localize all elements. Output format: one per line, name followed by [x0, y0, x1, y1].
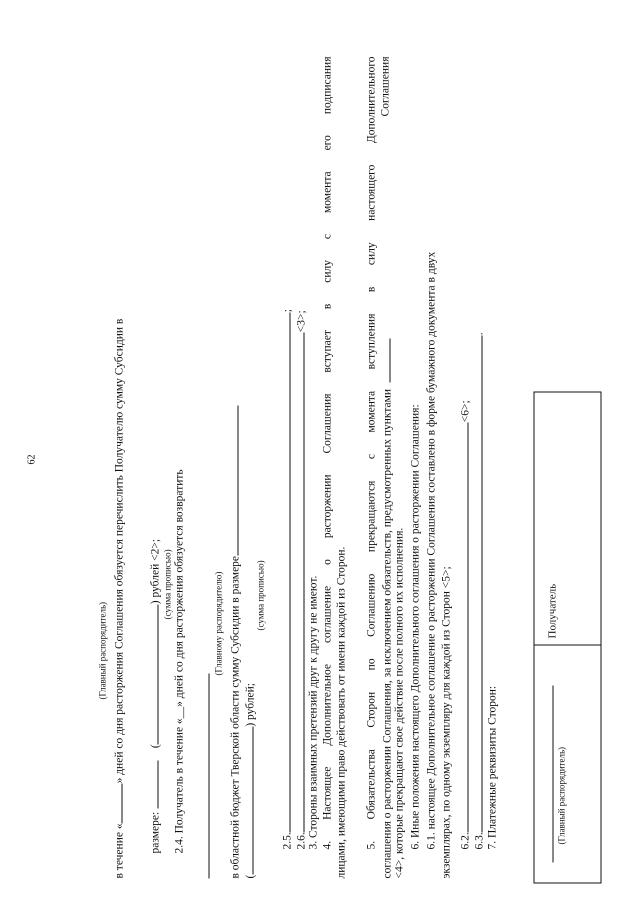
item-2-4: 2.4. Получатель в течение «__» дней со дня расторжения обязуется возвратить — [173, 469, 186, 854]
item-3: 3. Стороны взаимных претензий друг к другу не имеют. — [307, 575, 320, 850]
item-2-5-blank — [279, 312, 291, 832]
item-4-line-1: 4. Настоящее Дополнительное соглашение о расторжении Соглашения вступает в силу с момента его подписания — [321, 56, 334, 850]
amount-line-pre: размере: — [149, 811, 162, 854]
transfer-line-post: » дней со дня расторжения Соглашения обязуется перечислить Получателю сумму Субсидии в — [113, 318, 126, 784]
item-6-2-blank — [457, 422, 469, 832]
item-7: 7. Платежные реквизиты Сторон: — [486, 685, 499, 850]
requisites-right-cell — [534, 392, 601, 645]
budget-line — [227, 406, 243, 879]
recipient-label: (Главному распорядителю) — [213, 571, 224, 676]
rub-words-blank — [242, 727, 254, 875]
amount-words-blank — [147, 604, 159, 744]
points-blank — [379, 339, 391, 383]
item-6-1-line-2: экземплярах, по одному экземпляру для каждой из Сторон <5>; — [440, 566, 453, 879]
left-caption: (Главный распорядитель) — [556, 746, 567, 845]
item-5-line-2: соглашения о расторжении Соглашения, за исключением обязательств, предусмотренных пунктами Соглашения — [379, 56, 394, 879]
transfer-line-pre: в течение « — [113, 823, 126, 879]
requisites-row — [534, 392, 601, 883]
requisites-table — [534, 392, 602, 884]
amount-line-post: ) рублей <2>; — [149, 538, 162, 605]
item-6-1-line-1: 6.1. настоящее Дополнительное соглашение о расторжении Соглашения составлено в форме бумажного документа в двух — [425, 251, 438, 850]
item-2-6-blank — [293, 332, 305, 832]
rub-words-caption: (сумма прописью) — [255, 560, 266, 631]
requisites-left-cell — [534, 645, 601, 883]
recipient-blank-line — [209, 674, 210, 879]
item-4-line-2: лицами, имеющими право действовать от имени каждой из Сторон. — [335, 546, 348, 879]
item-2-5: 2.5.; — [279, 309, 295, 849]
rotated-page — [1, 0, 640, 905]
chief-distributor-label: (Главный распорядитель) — [97, 601, 108, 700]
amount-line: размере: () рублей <2>; — [147, 539, 163, 854]
amount-number-blank — [147, 761, 159, 809]
item-5-line-1: 5. Обязательства Сторон по Соглашению прекращаются с момента вступления в силу настоящего Дополнительного — [365, 56, 378, 850]
left-sign-line — [553, 686, 554, 863]
rub-line-text: ) рублей; — [244, 682, 257, 727]
budget-amount-blank — [227, 406, 239, 556]
item-2-6: 2.6.<3>; — [293, 310, 309, 849]
amount-words-caption: (сумма прописью) — [162, 549, 173, 620]
item-5-line-3: <4>, которые прекращают свое действие после полного их исполнения. — [393, 527, 406, 879]
budget-line-text: в областной бюджет Тверской области сумму Субсидии в размере — [229, 555, 242, 879]
page-number: 62 — [26, 454, 38, 465]
item-6-2: 6.2.<6>; — [457, 400, 473, 849]
item-6: 6. Иные положения настоящего Дополнительного соглашения о расторжении Соглашения: — [409, 404, 422, 850]
item-6-3: 6.3.. — [471, 332, 487, 849]
recipient-heading: Получатель — [546, 583, 559, 639]
rub-line: () рублей; — [242, 683, 258, 879]
days-blank — [111, 783, 123, 823]
transfer-line — [111, 319, 127, 879]
item-6-3-blank — [471, 335, 483, 832]
